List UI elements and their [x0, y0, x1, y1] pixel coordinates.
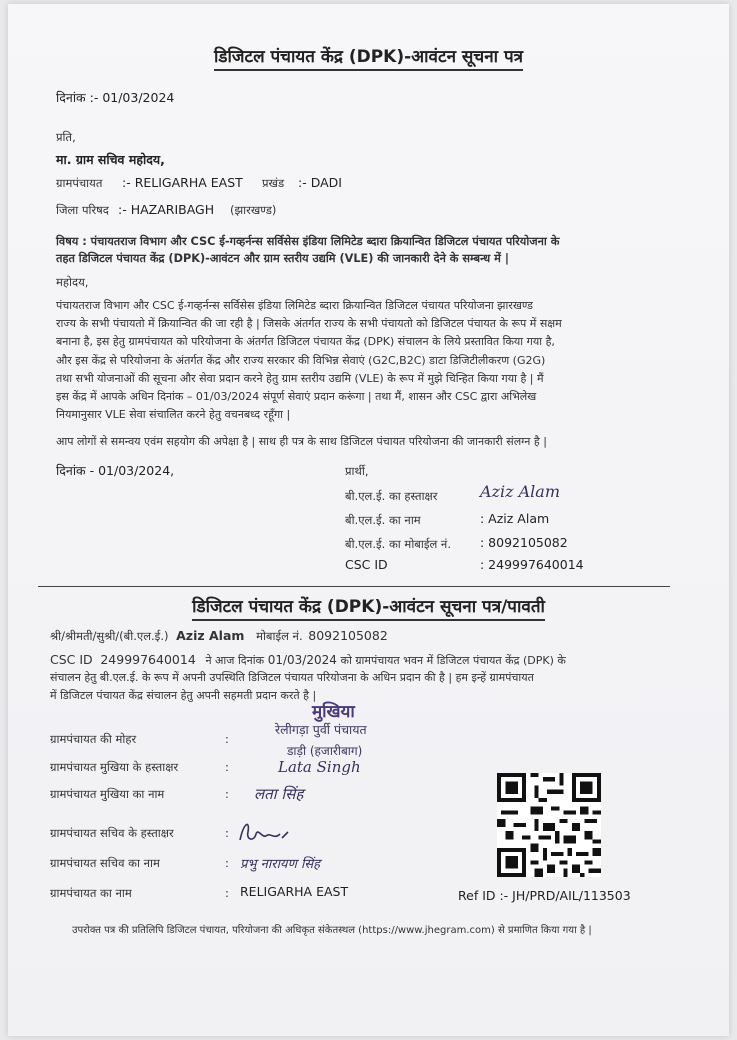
body-line: और इस केंद्र से परियोजना के अंतर्गत केंद्र और राज्य सरकार की विभिन्न सेवाएं (G2C,B2C) डाटा डिजिटीलीकरण (G2G) — [56, 354, 546, 367]
field-colon: : — [225, 787, 229, 801]
csc-id-value: : 249997640014 — [480, 557, 584, 572]
subject-line-1: विषय : पंचायतराज विभाग और CSC ई-गव्हर्नन्स सर्विसेस इंडिया लिमिटेड ब्दारा क्रियान्वित डिजिटल पंचायत परियोजना के — [56, 235, 560, 248]
prati-label: प्रति, — [56, 130, 76, 144]
sachiv-name-handwritten: प्रभु नारायण सिंह — [240, 857, 321, 872]
csc-id-label: CSC ID — [345, 557, 388, 572]
panchayat-stamp-line-1: रेलीगड़ा पुर्वी पंचायत — [275, 722, 367, 737]
footer-note: उपरोक्त पत्र की प्रतिलिपि डिजिटल पंचायत, परियोजना की अधिकृत संकेतस्थल (https://www.jhegram.com) से प्रमाणित किया गया है | — [72, 925, 592, 936]
salutation: महोदय, — [56, 275, 89, 289]
district-value: :- HAZARIBAGH — [118, 202, 215, 217]
receipt-title: डिजिटल पंचायत केंद्र (DPK)-आवंटन सूचना पत्र/पावती — [0, 594, 737, 617]
receipt-name-line: श्री/श्रीमती/सुश्री/(बी.एल.ई.) Aziz Alam मोबाईल नं. 8092105082 — [50, 628, 388, 643]
document-title: डिजिटल पंचायत केंद्र (DPK)-आवंटन सूचना पत्र — [0, 44, 737, 67]
field-colon: : — [225, 886, 229, 900]
field-colon: : — [225, 760, 229, 774]
district-label: जिला परिषद — [56, 203, 109, 217]
field-colon: : — [225, 826, 229, 840]
vle-name-value: : Aziz Alam — [480, 511, 550, 526]
receipt-line-4: में डिजिटल पंचायत केंद्र संचालन हेतु अपनी सहमती प्रदान करते है | — [50, 689, 317, 702]
closing-line: आप लोगों से समन्वय एवंम सहयोग की अपेक्षा है | साथ ही पत्र के साथ डिजिटल पंचायत परियोजना की जानकारी संलग्न है | — [56, 435, 547, 448]
letter-date: दिनांक :- 01/03/2024 — [56, 90, 175, 105]
panchayat-stamp-line-2: डाड़ी (हजारीबाग) — [287, 744, 363, 758]
state-label: (झारखण्ड) — [230, 203, 277, 217]
body-line: राज्य के सभी पंचायतो में क्रियान्वित की जा रही है | जिसके अंतर्गत राज्य के सभी पंचायतो को डिजिटल पंचायत के रूप में सक्षम — [56, 317, 562, 330]
field-label-mukhiya-name: ग्रामपंचायत मुखिया का नाम — [50, 787, 165, 801]
receipt-csc-line: CSC ID 249997640014 ने आज दिनांक 01/03/2024 को ग्रामपंचायत भवन में डिजिटल पंचायत केंद्र (DPK) के — [50, 652, 566, 667]
body-line: पंचायतराज विभाग और CSC ई-गव्हर्नन्स सर्विसेस इंडिया लिमिटेड ब्दारा क्रियान्वित डिजिटल पंचायत परियोजना झारखण्ड — [56, 299, 533, 312]
subject-line-2: तहत डिजिटल पंचायत केंद्र (DPK)-आवंटन और ग्राम स्तरीय उद्यमि (VLE) की जानकारी देने के सम्बन्ध में | — [56, 252, 509, 265]
mukhiya-stamp-title: मुखिया — [312, 702, 355, 722]
field-colon: : — [225, 856, 229, 870]
vle-mobile-label: बी.एल.ई. का मोबाईल नं. — [345, 537, 451, 551]
body-line: तथा सभी योजनाओं की सूचना और सेवा प्रदान करने हेतु ग्राम स्तरीय उद्यमि (VLE) के रूप में मुझे चिन्हित किया गया है | मैं — [56, 372, 544, 385]
sign-date: दिनांक - 01/03/2024, — [56, 463, 175, 478]
mukhiya-name-handwritten: लता सिंह — [254, 785, 304, 803]
field-colon: : — [225, 732, 229, 746]
gram-label: ग्रामपंचायत — [56, 176, 103, 190]
body-line: इस केंद्र में आपके अधिन दिनांक – 01/03/2024 संपूर्ण सेवाएं प्रदान करूंगा | तथा मैं, शासन और CSC द्वारा अभिलेख — [56, 390, 537, 403]
addressee: मा. ग्राम सचिव महोदय, — [56, 152, 165, 167]
gram-value: :- RELIGARHA EAST — [122, 175, 243, 190]
vle-name-label: बी.एल.ई. का नाम — [345, 513, 421, 527]
field-label-gram-name: ग्रामपंचायत का नाम — [50, 886, 132, 900]
gram-name-value: RELIGARHA EAST — [240, 884, 349, 899]
block-value: :- DADI — [298, 175, 342, 190]
block-label: प्रखंड — [262, 176, 285, 190]
field-label-mohar: ग्रामपंचायत की मोहर — [50, 732, 137, 746]
section-divider — [38, 586, 670, 587]
qr-code-icon — [497, 773, 601, 877]
vle-mobile-value: : 8092105082 — [480, 535, 568, 550]
vle-signature-label: बी.एल.ई. का हस्ताक्षर — [345, 489, 438, 503]
body-line: बनाना है, इस हेतु ग्रामपंचायत को परियोजना के अंतर्गत डिजिटल पंचायत केंद्र (DPK) संचालन के लिये प्रस्तावित किया गया है, — [56, 335, 555, 348]
vle-signature: Aziz Alam — [480, 482, 560, 501]
body-line: नियमानुसार VLE सेवा संचालित करने हेतु वचनबध्द रहूँगा | — [56, 408, 291, 421]
prarthi-label: प्रार्थी, — [345, 464, 369, 478]
field-label-sachiv-name: ग्रामपंचायत सचिव का नाम — [50, 856, 160, 870]
reference-id: Ref ID :- JH/PRD/AIL/113503 — [458, 888, 631, 903]
receipt-line-3: संचालन हेतु बी.एल.ई. के रूप में अपनी उपस्थिति डिजिटल पंचायत परियोजना के अधिन प्रदान की है | हम इन्हें ग्रामपंचायत — [50, 671, 534, 684]
field-label-mukhiya-signature: ग्रामपंचायत मुखिया के हस्ताक्षर — [50, 760, 179, 774]
mukhiya-signature: Lata Singh — [278, 758, 361, 776]
sachiv-signature-icon — [236, 818, 296, 848]
field-label-sachiv-signature: ग्रामपंचायत सचिव के हस्ताक्षर — [50, 826, 174, 840]
